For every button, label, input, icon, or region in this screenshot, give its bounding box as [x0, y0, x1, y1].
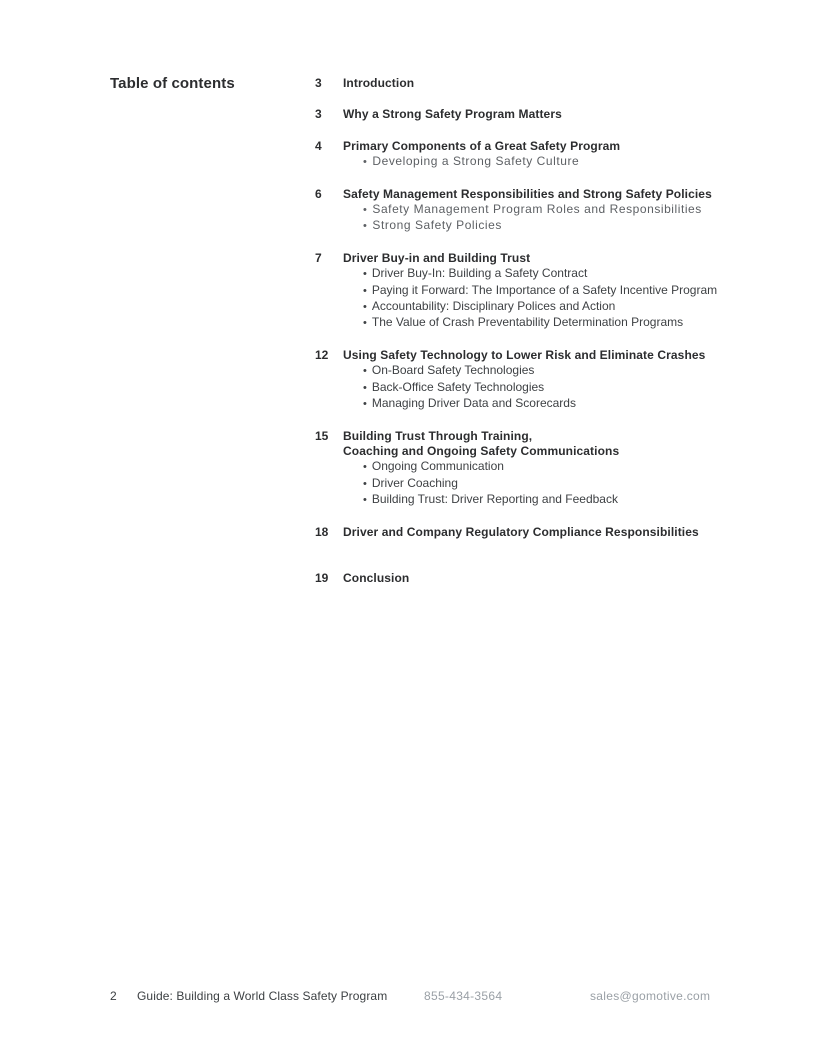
bullet-icon: •	[363, 461, 367, 474]
toc-subitem	[343, 459, 755, 475]
footer-doc-title: Guide: Building a World Class Safety Program	[137, 989, 388, 1003]
toc-subitem	[343, 476, 755, 492]
bullet-icon: •	[363, 477, 367, 490]
bullet-icon: •	[363, 494, 367, 507]
toc-subitem	[343, 154, 755, 170]
toc-entry-title: Conclusion	[343, 570, 410, 585]
bullet-icon: •	[363, 220, 368, 233]
toc-subitem	[343, 299, 755, 315]
page-title: Table of contents	[110, 75, 235, 92]
toc-page-number: 19	[315, 570, 329, 585]
bullet-icon: •	[363, 156, 368, 169]
toc-section	[315, 571, 755, 586]
bullet-icon: •	[363, 284, 367, 297]
footer-phone: 855-434-3564	[424, 989, 503, 1003]
toc-page-number: 6	[315, 186, 322, 201]
toc-section	[315, 348, 755, 413]
toc-subitem-label: Building Trust: Driver Reporting and Feedback	[371, 492, 618, 507]
toc-entry-body	[343, 251, 755, 332]
toc-entry-title: Coaching and Ongoing Safety Communications	[343, 443, 620, 458]
toc-subitem-label: Developing a Strong Safety Culture	[372, 154, 580, 169]
toc-entry-title: Why a Strong Safety Program Matters	[343, 107, 562, 122]
toc-section	[315, 187, 755, 235]
toc-subitem-label: On-Board Safety Technologies	[371, 363, 535, 378]
toc-section	[315, 139, 755, 171]
toc-entry-title: Introduction	[343, 76, 415, 90]
toc-entry-body	[343, 571, 755, 586]
toc-subitem-label: Paying it Forward: The Importance of a Safety Incentive Program	[371, 282, 718, 297]
toc-page-number: 4	[315, 138, 322, 153]
toc-page-number: 12	[315, 347, 329, 362]
toc-subitem-list	[343, 154, 755, 170]
toc-subitem	[343, 283, 755, 299]
toc-entry-body	[343, 525, 755, 540]
toc-page-number: 7	[315, 250, 322, 265]
toc-page-number: 3	[315, 76, 322, 90]
toc-entry-title: Driver and Company Regulatory Compliance Responsibilities	[343, 524, 699, 539]
toc-subitem-label: Managing Driver Data and Scorecards	[371, 396, 576, 411]
bullet-icon: •	[363, 398, 367, 411]
bullet-icon: •	[363, 317, 367, 330]
toc-page-number: 3	[315, 107, 322, 122]
toc-subitem-list	[343, 363, 755, 412]
toc-page-number: 15	[315, 428, 329, 443]
toc-subitem-list	[343, 202, 755, 235]
toc-entry-body	[343, 76, 755, 91]
toc-subitem-list	[343, 459, 755, 508]
toc-entry-body	[343, 107, 755, 122]
toc-subitem-label: Accountability: Disciplinary Polices and Action	[371, 299, 616, 314]
bullet-icon: •	[363, 268, 367, 281]
toc-subitem	[343, 315, 755, 331]
toc-subitem-label: Strong Safety Policies	[372, 218, 502, 233]
footer-email: sales@gomotive.com	[590, 989, 711, 1003]
toc-subitem	[343, 396, 755, 412]
toc-subitem-label: The Value of Crash Preventability Determination Programs	[371, 315, 684, 330]
toc-entry-title: Primary Components of a Great Safety Program	[343, 138, 621, 153]
toc-entry-title: Building Trust Through Training,	[343, 428, 533, 443]
toc-entry-body	[343, 187, 755, 235]
toc-page-number: 18	[315, 524, 329, 539]
toc-section	[315, 76, 755, 91]
toc-entry-body	[343, 139, 755, 171]
toc-subitem-label: Driver Buy-In: Building a Safety Contract	[371, 266, 588, 281]
bullet-icon: •	[363, 381, 367, 394]
toc-subitem	[343, 202, 755, 218]
toc-subitem	[343, 380, 755, 396]
toc-section	[315, 525, 755, 540]
footer-page-number: 2	[110, 989, 117, 1003]
toc-subitem	[343, 492, 755, 508]
toc-subitem	[343, 363, 755, 379]
toc-subitem	[343, 218, 755, 234]
bullet-icon: •	[363, 301, 367, 314]
bullet-icon: •	[363, 204, 368, 217]
toc-section	[315, 429, 755, 509]
toc-subitem-label: Back-Office Safety Technologies	[371, 379, 545, 394]
toc-subitem	[343, 266, 755, 282]
toc-subitem-label: Ongoing Communication	[371, 459, 504, 474]
toc-entry-body	[343, 348, 755, 413]
toc-section	[315, 107, 755, 122]
toc-subitem-label: Driver Coaching	[371, 475, 458, 490]
toc-list	[315, 76, 755, 602]
toc-entry-body	[343, 429, 755, 509]
toc-subitem-list	[343, 266, 755, 332]
bullet-icon: •	[363, 365, 367, 378]
toc-entry-title: Safety Management Responsibilities and Strong Safety Policies	[343, 186, 712, 201]
toc-section	[315, 251, 755, 332]
toc-entry-title: Driver Buy-in and Building Trust	[343, 250, 531, 265]
toc-entry-title: Using Safety Technology to Lower Risk and Eliminate Crashes	[343, 347, 706, 362]
toc-subitem-label: Safety Management Program Roles and Responsibilities	[372, 202, 702, 217]
page-footer	[0, 989, 816, 1005]
